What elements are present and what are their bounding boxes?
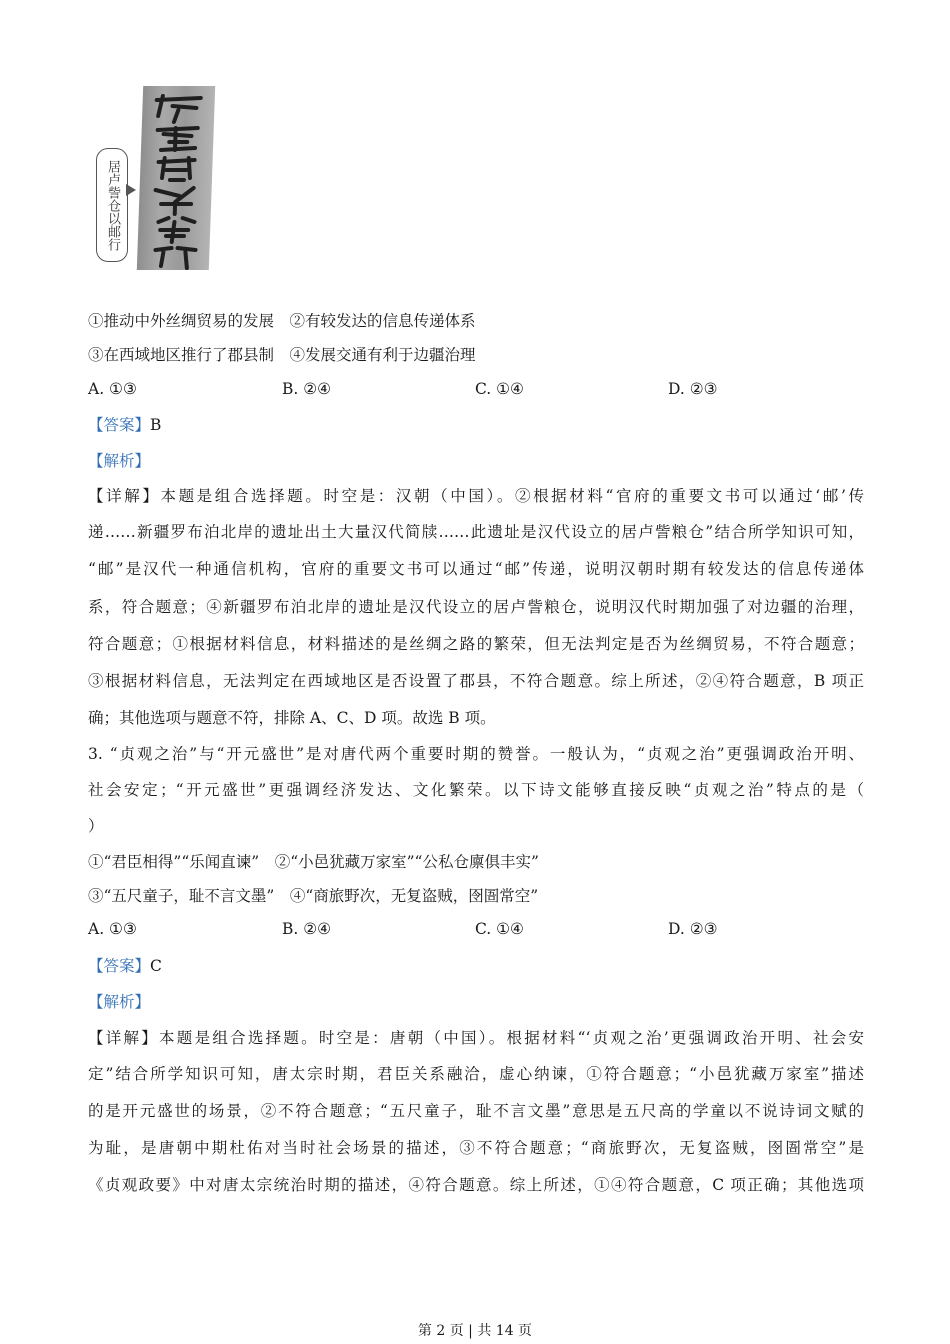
bamboo-slip-figure	[96, 86, 216, 272]
q3-stem-line-3: ）	[88, 817, 104, 835]
wooden-slip-image	[137, 86, 215, 270]
q2-option-b: B. ②④	[282, 380, 332, 398]
q2-detail-line-1: 【详解】本题是组合选择题。时空是：汉朝（中国）。②根据材料“官府的重要文书可以通过‘邮’传	[88, 487, 864, 505]
q2-detail-line-6: ③根据材料信息，无法判定在西域地区是否设置了郡县，不符合题意。综上所述，②④符合题意，B 项正	[88, 672, 864, 690]
q3-answer-value: C	[150, 957, 162, 975]
page-footer: 第 2 页 | 共 14 页	[417, 1323, 533, 1339]
q2-detail-line-5: 符合题意；①根据材料信息，材料描述的是丝绸之路的繁荣，但无法判定是否为丝绸贸易，不符合题意；	[88, 635, 864, 653]
q2-answer-value: B	[150, 416, 162, 434]
q2-statements-2: ③在西域地区推行了郡县制 ④发展交通有利于边疆治理	[88, 346, 476, 364]
q2-option-c: C. ①④	[475, 380, 524, 398]
q3-detail-line-4: 为耻，是唐朝中期杜佑对当时社会场景的描述，③不符合题意；“商旅野次，无复盗贼，囹圄常空”是	[88, 1139, 864, 1157]
q3-detail-line-3: 的是开元盛世的场景，②不符合题意；“五尺童子，耻不言文墨”意思是五尺高的学童以不说诗词文赋的	[88, 1102, 864, 1120]
q3-answer-label: 【答案】	[88, 957, 151, 975]
callout-label: 居卢訾仓以邮行	[96, 148, 128, 262]
q2-option-d: D. ②③	[668, 380, 718, 398]
q3-option-d: D. ②③	[668, 920, 718, 938]
q2-detail-line-2: 递……新疆罗布泊北岸的遗址出土大量汉代简牍……此遗址是汉代设立的居卢訾粮仓”结合所学知识可知，	[88, 523, 864, 541]
q3-detail-line-5: 《贞观政要》中对唐太宗统治时期的描述，④符合题意。综上所述，①④符合题意，C 项正确；其他选项	[88, 1176, 864, 1194]
q3-option-a: A. ①③	[88, 920, 137, 938]
q3-stem-line-1: 3. “贞观之治”与“开元盛世”是对唐代两个重要时期的赞誉。一般认为，“贞观之治”更强调政治开明、	[88, 745, 864, 763]
q2-answer-label: 【答案】	[88, 416, 151, 434]
q2-detail-line-3: “邮”是汉代一种通信机构，官府的重要文书可以通过“邮”传递，说明汉朝时期有较发达的信息传递体	[88, 560, 864, 578]
q2-analysis-label: 【解析】	[88, 452, 151, 470]
slip-inscription-drawing	[137, 86, 215, 270]
q2-statements-1: ①推动中外丝绸贸易的发展 ②有较发达的信息传递体系	[88, 312, 476, 330]
q2-answer	[88, 415, 161, 435]
q2-option-a: A. ①③	[88, 380, 137, 398]
q2-detail-line-4: 系，符合题意；④新疆罗布泊北岸的遗址是汉代设立的居卢訾粮仓，说明汉代时期加强了对边疆的治理，	[88, 598, 864, 616]
q3-statements-2: ③“五尺童子，耻不言文墨” ④“商旅野次，无复盗贼，囹圄常空”	[88, 887, 539, 905]
q3-answer	[88, 956, 162, 976]
q3-stem-line-2: 社会安定；“开元盛世”更强调经济发达、文化繁荣。以下诗文能够直接反映“贞观之治”特点的是（	[88, 781, 864, 799]
q3-option-c: C. ①④	[475, 920, 524, 938]
q3-detail-line-1: 【详解】本题是组合选择题。时空是：唐朝（中国）。根据材料“‘贞观之治’更强调政治开明、社会安	[88, 1029, 864, 1047]
q2-detail-label: 【详解】	[88, 487, 161, 505]
q3-option-b: B. ②④	[282, 920, 332, 938]
q3-detail-line-2: 定”结合所学知识可知，唐太宗时期，君臣关系融洽，虚心纳谏，①符合题意；“小邑犹藏万家室”描述	[88, 1065, 864, 1083]
callout-pointer	[126, 184, 136, 196]
q3-statements-1: ①“君臣相得”“乐闻直谏” ②“小邑犹藏万家室”“公私仓廪俱丰实”	[88, 853, 539, 871]
q3-detail-label: 【详解】	[88, 1029, 160, 1047]
q2-detail-line-7: 确；其他选项与题意不符，排除 A、C、D 项。故选 B 项。	[88, 709, 496, 727]
q3-analysis-label: 【解析】	[88, 993, 151, 1011]
